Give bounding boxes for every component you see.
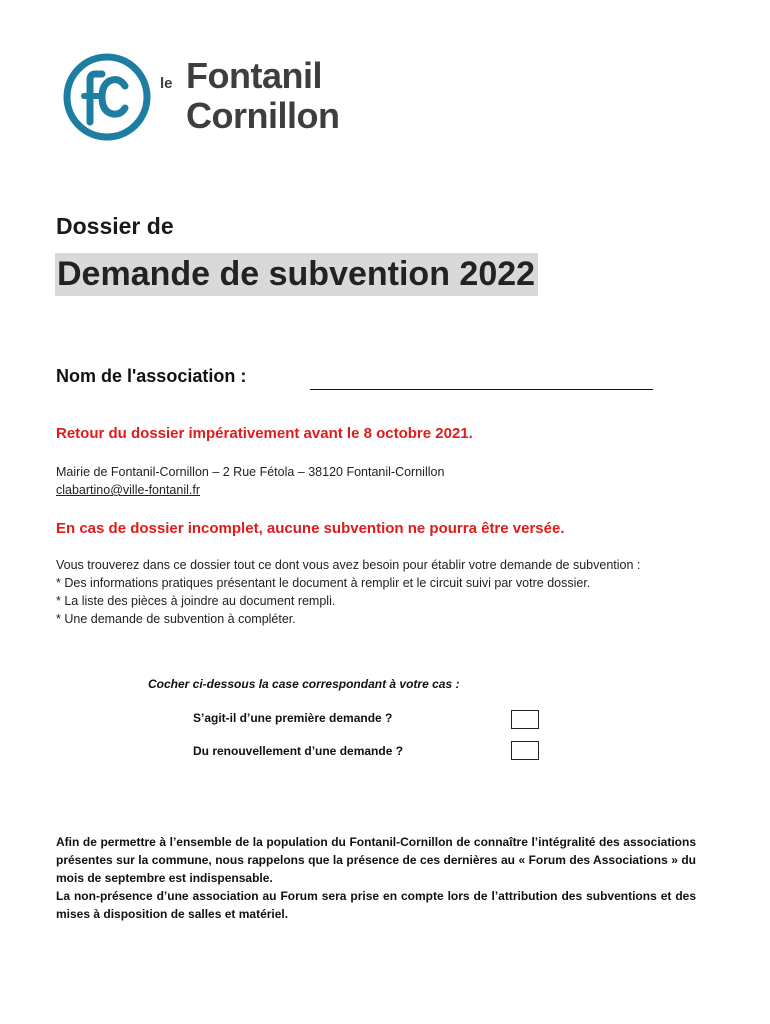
incomplete-warning: En cas de dossier incomplet, aucune subvention ne pourra être versée. bbox=[56, 520, 565, 537]
logo-fontanil-text: Fontanil bbox=[186, 55, 322, 96]
forum-notice bbox=[56, 833, 696, 923]
association-name-label: Nom de l'association : bbox=[56, 366, 247, 386]
logo bbox=[62, 52, 372, 142]
logo-cornillon-text: Cornillon bbox=[186, 95, 340, 136]
document-subtitle: Dossier de bbox=[56, 213, 174, 239]
intro-text bbox=[56, 556, 696, 628]
intro-item: * Des informations pratiques présentant le document à remplir et le circuit suivi par votre dossier. bbox=[56, 576, 591, 590]
logo-le-text: le bbox=[160, 75, 173, 92]
deadline-notice: Retour du dossier impérativement avant le 8 octobre 2021. bbox=[56, 425, 473, 442]
forum-notice-paragraph: La non-présence d’une association au Forum sera prise en compte lors de l’attribution des subventions et des mises à disposition de salles et matériel. bbox=[56, 889, 696, 921]
association-name-field[interactable] bbox=[310, 389, 653, 390]
checkbox-instruction: Cocher ci-dessous la case correspondant à votre cas : bbox=[148, 677, 460, 691]
logo-emblem-icon bbox=[62, 52, 158, 142]
forum-notice-paragraph: Afin de permettre à l’ensemble de la population du Fontanil-Cornillon de connaître l’intégralité des associations présentes sur la commune, nous rappelons que la présence de ces dernières au « Forum des Associations » du mois de septembre est indispensable. bbox=[56, 835, 696, 885]
page-title: Demande de subvention 2022 bbox=[55, 253, 538, 296]
renewal-request-label: Du renouvellement d’une demande ? bbox=[193, 744, 404, 758]
intro-lead: Vous trouverez dans ce dossier tout ce dont vous avez besoin pour établir votre demande de subvention : bbox=[56, 558, 641, 572]
first-request-label: S’agit-il d’une première demande ? bbox=[193, 711, 393, 725]
contact-email-link[interactable]: clabartino@ville-fontanil.fr bbox=[56, 483, 201, 497]
first-request-checkbox[interactable] bbox=[511, 710, 539, 729]
renewal-request-checkbox[interactable] bbox=[511, 741, 539, 760]
intro-item: * Une demande de subvention à compléter. bbox=[56, 612, 296, 626]
intro-item: * La liste des pièces à joindre au document rempli. bbox=[56, 594, 336, 608]
mairie-address: Mairie de Fontanil-Cornillon – 2 Rue Fétola – 38120 Fontanil-Cornillon bbox=[56, 465, 445, 479]
